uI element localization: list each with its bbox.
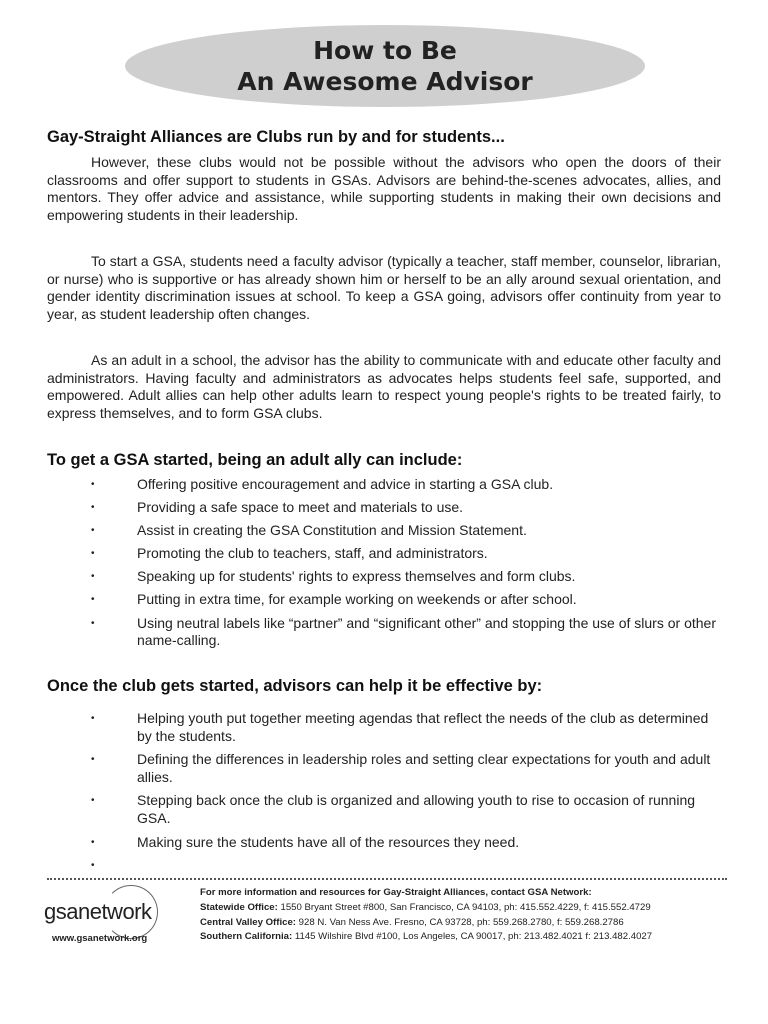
list-item bbox=[47, 476, 721, 494]
bullet-icon: • bbox=[91, 617, 95, 629]
office-details: 1145 Wilshire Blvd #100, Los Angeles, CA 90017, ph: 213.482.4021 f: 213.482.4027 bbox=[294, 931, 653, 943]
bullet-icon: • bbox=[91, 571, 95, 583]
section2-heading: To get a GSA started, being an adult ally can include: bbox=[47, 451, 463, 469]
title-banner bbox=[125, 25, 645, 107]
title-line-2: An Awesome Advisor bbox=[237, 67, 533, 96]
section3-heading: Once the club gets started, advisors can help it be effective by: bbox=[47, 677, 543, 695]
list-item-text: Putting in extra time, for example working on weekends or after school. bbox=[137, 591, 577, 608]
list-item-text: Promoting the club to teachers, staff, and administrators. bbox=[137, 545, 488, 562]
list-item-text: Defining the differences in leadership roles and setting clear expectations for youth and adult allies. bbox=[137, 751, 711, 785]
list-item bbox=[47, 499, 721, 517]
contact-intro: For more information and resources for Gay-Straight Alliances, contact GSA Network: bbox=[200, 887, 592, 898]
bullet-icon: • bbox=[91, 548, 95, 560]
title-line-1: How to Be bbox=[313, 36, 457, 65]
ally-list bbox=[47, 476, 721, 650]
list-item-text: Helping youth put together meeting agendas that reflect the needs of the club as determined by the students. bbox=[137, 710, 709, 744]
list-item bbox=[47, 857, 721, 874]
list-item bbox=[47, 751, 721, 786]
paragraph: As an adult in a school, the advisor has the ability to communicate with and educate other faculty and administrators. Having faculty and administrators as advocates helps students feel safe, supported, and empowered. Adult allies can help other adults learn to respect young people's rights to be treated fairly, to express themselves, and to form GSA clubs. bbox=[47, 352, 721, 421]
bullet-icon: • bbox=[91, 713, 95, 724]
list-item bbox=[47, 522, 721, 540]
bullet-icon: • bbox=[91, 860, 95, 872]
gsa-network-logo bbox=[44, 885, 174, 940]
office-line bbox=[200, 901, 652, 916]
office-label: Southern California: bbox=[200, 931, 293, 943]
office-label: Statewide Office: bbox=[200, 901, 278, 913]
list-item bbox=[47, 792, 721, 827]
office-label: Central Valley Office: bbox=[200, 916, 296, 928]
section1-heading: Gay-Straight Alliances are Clubs run by and for students... bbox=[47, 128, 505, 146]
footer-divider bbox=[47, 878, 727, 880]
list-item bbox=[47, 834, 721, 852]
bullet-icon: • bbox=[91, 836, 95, 848]
office-details: 928 N. Van Ness Ave. Fresno, CA 93728, ph: 559.268.2780, f: 559.268.2786 bbox=[298, 916, 624, 928]
bullet-icon: • bbox=[91, 479, 95, 490]
list-item-text: Speaking up for students' rights to express themselves and form clubs. bbox=[137, 568, 576, 585]
bullet-icon: • bbox=[91, 525, 95, 537]
contact-info bbox=[200, 886, 652, 945]
website-url[interactable]: www.gsanetwork.org bbox=[52, 933, 148, 944]
list-item-text: Providing a safe space to meet and materials to use. bbox=[137, 499, 464, 516]
bullet-icon: • bbox=[91, 502, 95, 514]
list-item-text: Assist in creating the GSA Constitution and Mission Statement. bbox=[137, 522, 527, 539]
list-item bbox=[47, 615, 721, 650]
list-item bbox=[47, 545, 721, 563]
bullet-icon: • bbox=[91, 754, 95, 766]
effective-list bbox=[47, 710, 721, 874]
paragraph: To start a GSA, students need a faculty advisor (typically a teacher, staff member, counselor, librarian, or nurse) who is supportive or has already shown him or herself to be an ally around sexual orientation, and gender identity discrimination issues at school. To keep a GSA going, advisors offer continuity from year to year, as student leadership often changes. bbox=[47, 253, 721, 322]
list-item-text: Making sure the students have all of the resources they need. bbox=[137, 833, 520, 850]
list-item bbox=[47, 710, 721, 745]
office-line bbox=[200, 916, 652, 931]
office-details: 1550 Bryant Street #800, San Francisco, CA 94103, ph: 415.552.4229, f: 415.552.4729 bbox=[280, 901, 651, 913]
list-item bbox=[47, 591, 721, 609]
logo-text: gsanetwork bbox=[44, 899, 152, 924]
office-line bbox=[200, 930, 652, 945]
list-item bbox=[47, 568, 721, 586]
bullet-icon: • bbox=[91, 594, 95, 606]
list-item-text: Offering positive encouragement and advice in starting a GSA club. bbox=[137, 476, 554, 492]
paragraph: However, these clubs would not be possible without the advisors who open the doors of their classrooms and offer support to students in GSAs. Advisors are behind-the-scenes advocates, allies, and mentors. They offer advice and assistance, while supporting students in making their own decisions and empowering students in their leadership. bbox=[47, 154, 721, 223]
list-item-text: Stepping back once the club is organized and allowing youth to rise to occasion of running GSA. bbox=[137, 792, 696, 826]
bullet-icon: • bbox=[91, 795, 95, 807]
list-item-text: Using neutral labels like “partner” and “significant other” and stopping the use of slurs or other name-calling. bbox=[137, 614, 716, 649]
